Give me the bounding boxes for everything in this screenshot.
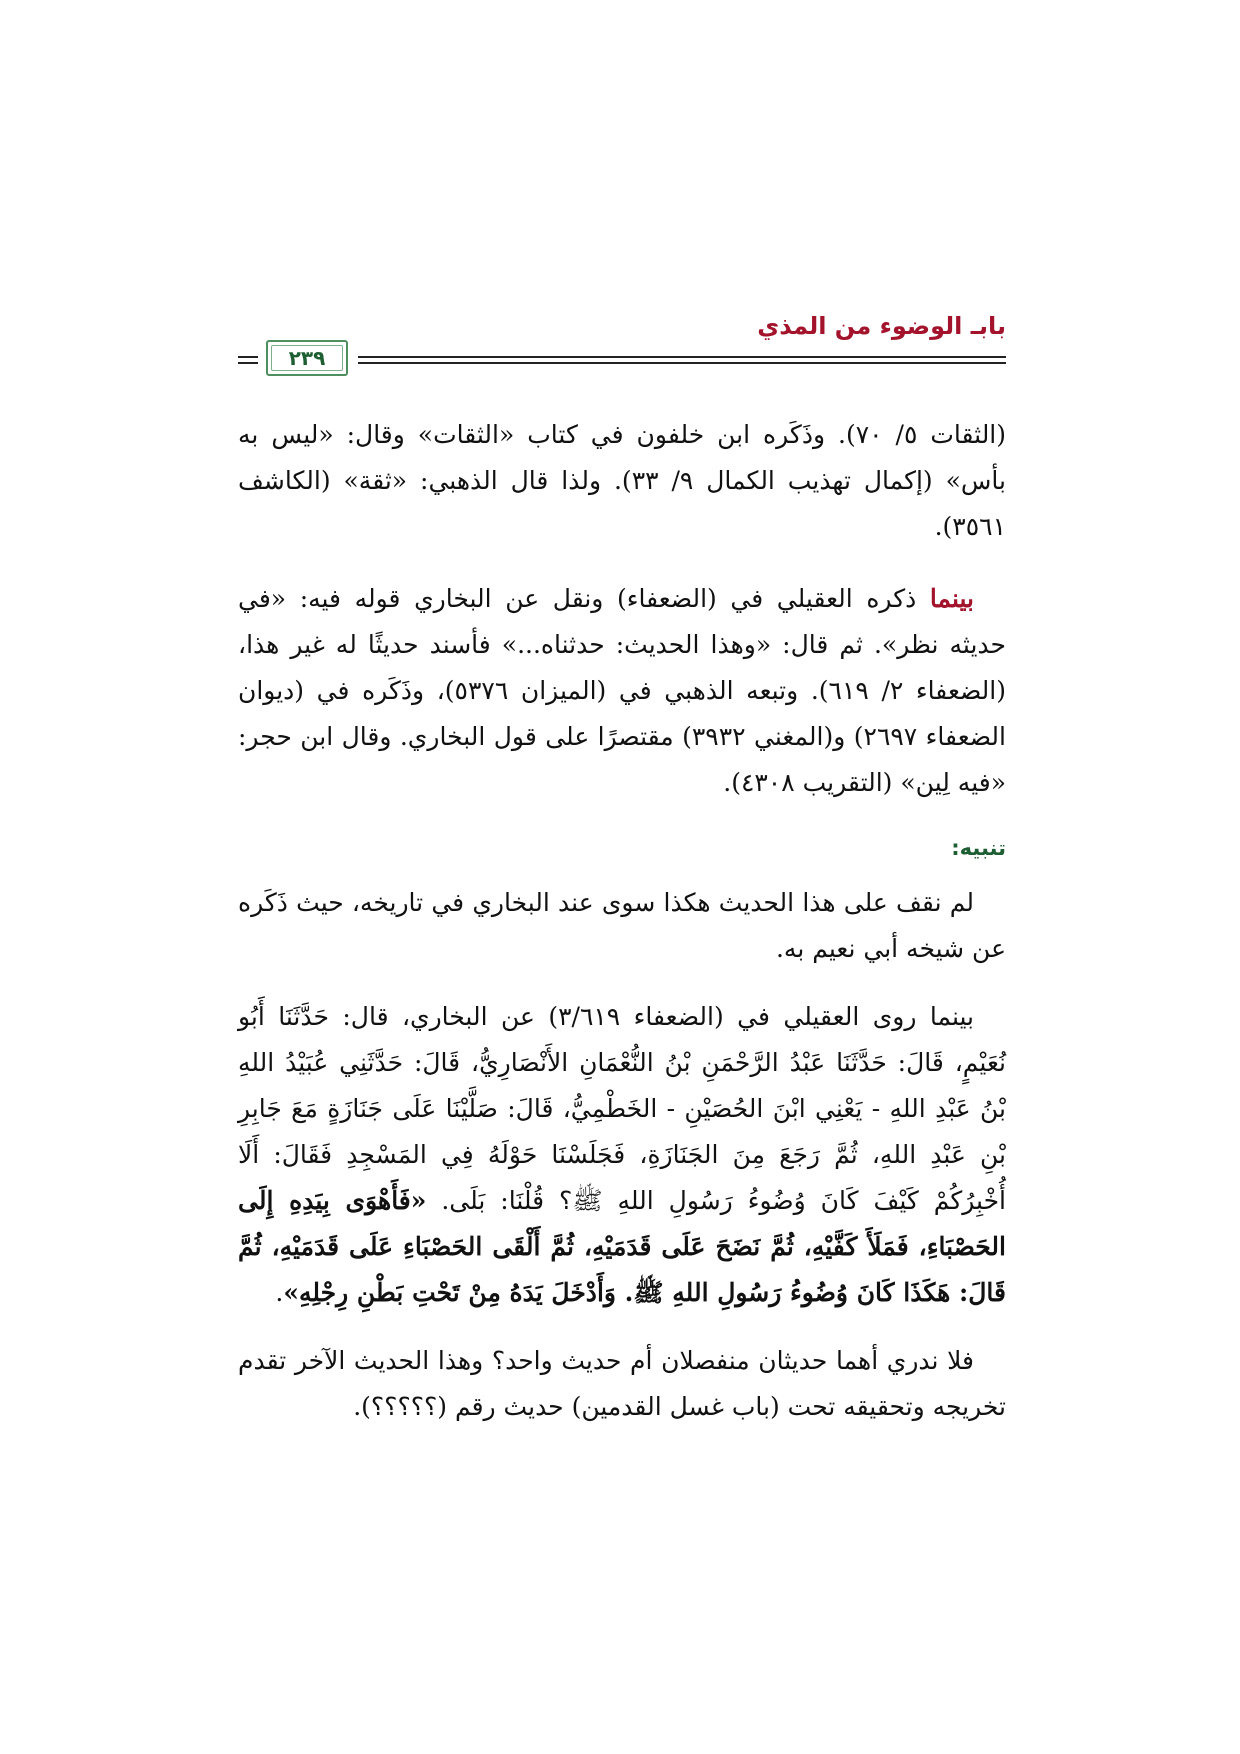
header-rule-top bbox=[358, 356, 1006, 358]
note-heading: تنبيه: bbox=[951, 836, 1006, 860]
paragraph-3: لم نقف على هذا الحديث هكذا سوى عند البخاري في تاريخه، حيث ذَكَره عن شيخه أبي نعيم به. bbox=[238, 888, 1006, 963]
paragraph-5: فلا ندري أهما حديثان منفصلان أم حديث واحد؟ وهذا الحديث الآخر تقدم تخريجه وتحقيقه تحت (باب غسل القدمين) حديث رقم (؟؟؟؟؟). bbox=[238, 1346, 1006, 1421]
page-number-badge bbox=[266, 340, 348, 376]
paragraph-2 bbox=[238, 576, 1006, 806]
paragraph-2-text: ذكره العقيلي في (الضعفاء) ونقل عن البخاري قوله فيه: «في حديثه نظر». ثم قال: «وهذا الحديث: حدثناه...» فأسند حديثًا له غير هذا، (الضعفاء ٢/ ٦١٩). وتبعه الذهبي في (الميزان ٥٣٧٦)، وذَكَره في (ديوان الضعفاء ٢٦٩٧) و(المغني ٣٩٣٢) مقتصرًا على قول البخاري. وقال ابن حجر: «فيه لِين» (التقريب ٤٣٠٨). bbox=[238, 584, 1007, 797]
chapter-title: بابـ الوضوء من المذي bbox=[757, 312, 1006, 340]
paragraph-2-lead-word: بينما bbox=[929, 584, 974, 613]
paragraph-1: (الثقات ٥/ ٧٠). وذَكَره ابن خلفون في كتاب «الثقات» وقال: «ليس به بأس» (إكمال تهذيب الكمال ٩/ ٣٣). ولذا قال الذهبي: «ثقة» (الكاشف ٣٥٦١). bbox=[238, 420, 1007, 541]
paragraph-4-hadith-quote: «فَأَهْوَى بِيَدِهِ إِلَى الحَصْبَاءِ، فَمَلَأَ كَفَّيْهِ، ثُمَّ نَضَحَ عَلَى قَدَمَيْهِ، ثُمَّ أَلْقَى الحَصْبَاءِ عَلَى قَدَمَيْهِ، ثُمَّ قَالَ: هَكَذَا كَانَ وُضُوءُ رَسُولِ اللهِ ﷺ. وَأَدْخَلَ يَدَهُ مِنْ تَحْتِ بَطْنِ رِجْلِهِ» bbox=[238, 1186, 1006, 1307]
paragraph-4-text: بينما روى العقيلي في (الضعفاء ٣/٦١٩) عن البخاري، قال: حَدَّثَنَا أَبُو نُعَيْمٍ، قَالَ: حَدَّثَنَا عَبْدُ الرَّحْمَنِ بْنُ النُّعْمَانِ الأَنْصَارِيُّ، قَالَ: حَدَّثَنِي عُبَيْدُ اللهِ بْنُ عَبْدِ اللهِ - يَعْنِي ابْنَ الحُصَيْنِ - الخَطْمِيُّ، قَالَ: صَلَّيْنَا عَلَى جَنَازَةٍ مَعَ جَابِرِ بْنِ عَبْدِ اللهِ، ثُمَّ رَجَعَ مِنَ الجَنَازَةِ، فَجَلَسْنَا حَوْلَهُ فِي المَسْجِدِ فَقَالَ: أَلَا أُخْبِرُكُمْ كَيْفَ كَانَ وُضُوءُ رَسُولِ اللهِ ﷺ؟ قُلْنَا: بَلَى. bbox=[238, 1002, 1006, 1215]
page-header bbox=[238, 312, 1006, 374]
header-rule-left-top bbox=[238, 356, 258, 358]
page-number: ٢٣٩ bbox=[288, 346, 326, 370]
header-rule-left-bottom bbox=[238, 362, 258, 364]
page-body bbox=[238, 412, 1006, 1452]
paragraph-4-end: . bbox=[275, 1278, 284, 1307]
header-rule-bottom bbox=[358, 362, 1006, 364]
paragraph-4 bbox=[238, 994, 1006, 1316]
